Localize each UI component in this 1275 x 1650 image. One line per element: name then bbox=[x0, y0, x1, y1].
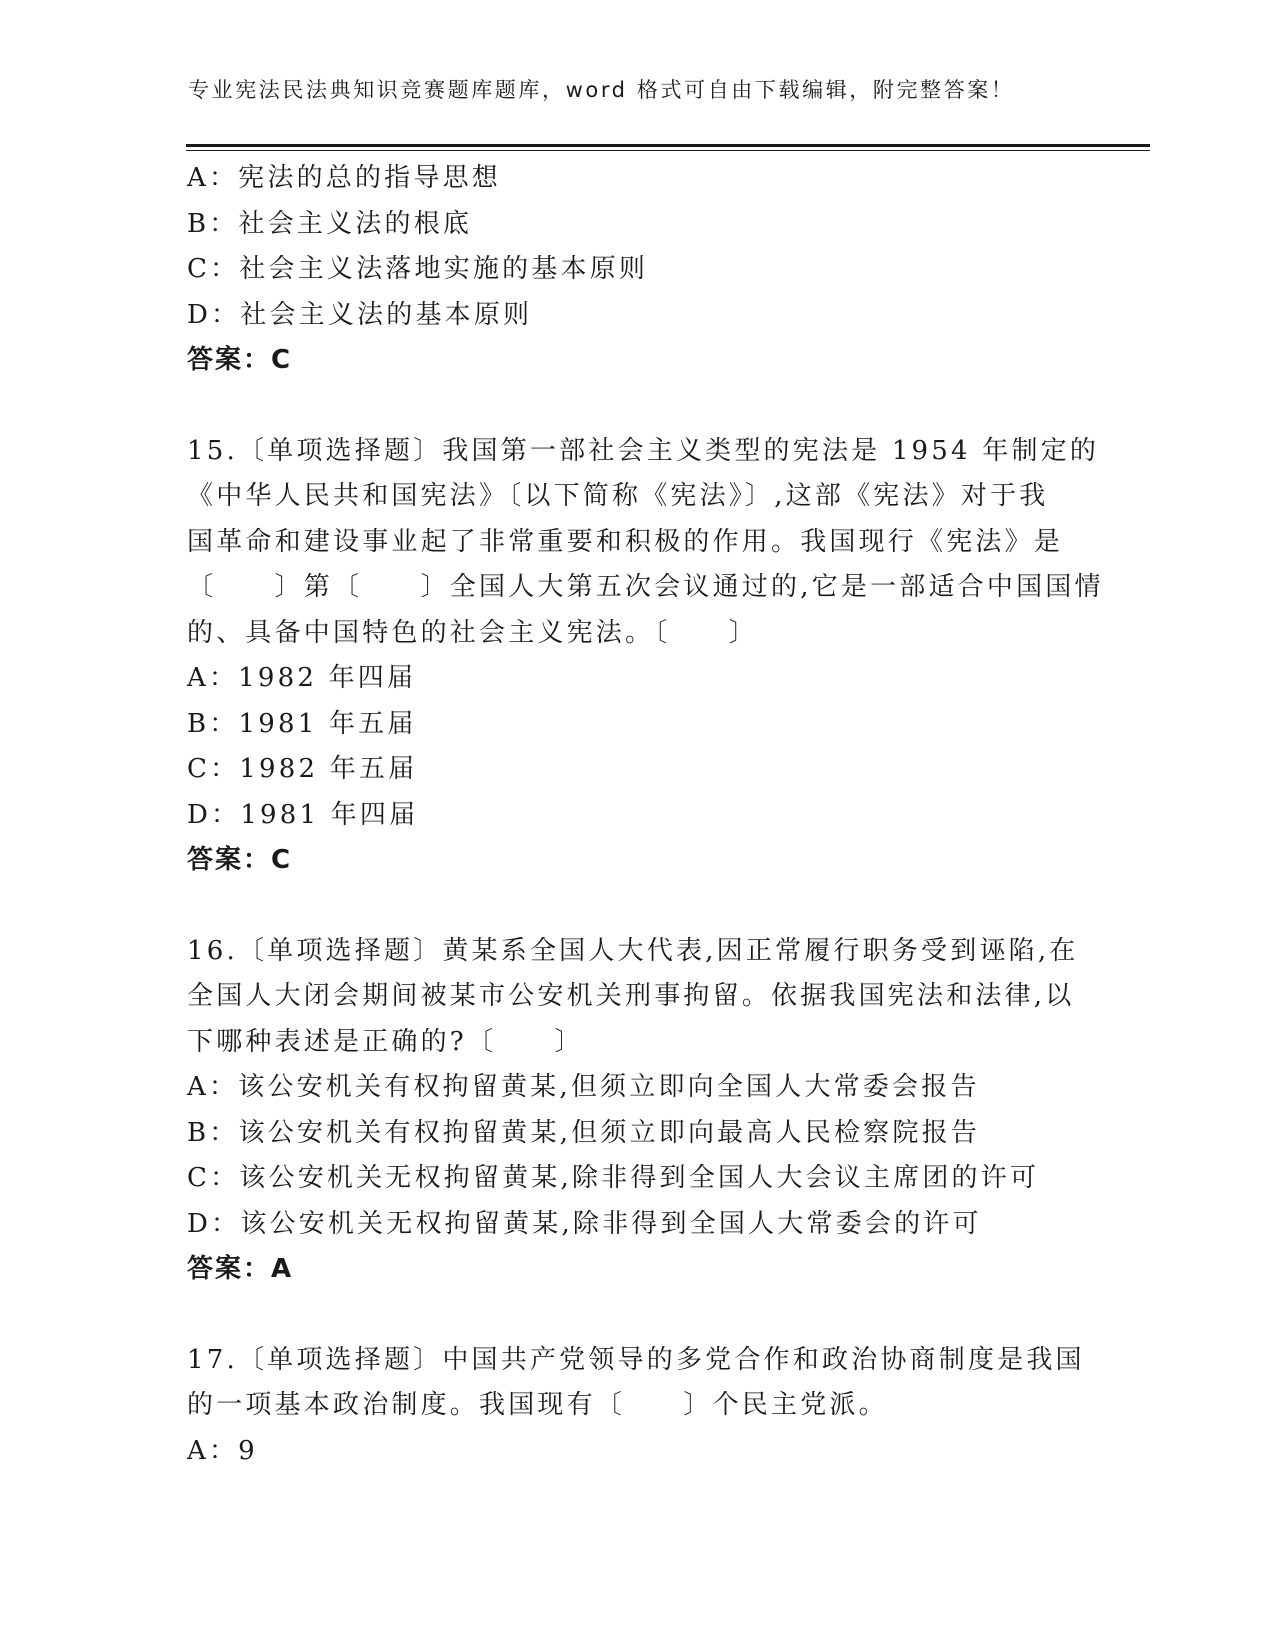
question-stem-line: 下哪种表述是正确的?〔 〕 bbox=[187, 1026, 584, 1057]
question-block bbox=[187, 1338, 1087, 1475]
question-list bbox=[187, 156, 1104, 1474]
option-d: D：该公安机关无权拘留黄某,除非得到全国人大常委会的许可 bbox=[187, 1208, 982, 1239]
question-stem-line: 全国人大闭会期间被某市公安机关刑事拘留。依据我国宪法和法律,以 bbox=[187, 981, 1075, 1011]
question-stem-line: 的、具备中国特色的社会主义宪法。〔 〕 bbox=[187, 617, 759, 648]
question-stem-line: 15.〔单项选择题〕我国第一部社会主义类型的宪法是 1954 年制定的 bbox=[187, 435, 1100, 466]
question-stem-line: 17.〔单项选择题〕中国共产党领导的多党合作和政治协商制度是我国 bbox=[187, 1344, 1085, 1375]
answer-line: 答案：C bbox=[187, 845, 293, 875]
option-d: D：1981 年四届 bbox=[187, 799, 419, 830]
question-stem-line: 国革命和建设事业起了非常重要和积极的作用。我国现行《宪法》是 bbox=[187, 526, 1064, 557]
question-block bbox=[187, 156, 1087, 384]
option-c: C：该公安机关无权拘留黄某,除非得到全国人大会议主席团的许可 bbox=[187, 1163, 1040, 1193]
question-stem-line: 的一项基本政治制度。我国现有〔 〕个民主党派。 bbox=[187, 1390, 888, 1420]
question-stem-line: 16.〔单项选择题〕黄某系全国人大代表,因正常履行职务受到诬陷,在 bbox=[187, 935, 1079, 966]
answer-line: 答案：C bbox=[187, 345, 293, 375]
header-rule-thick bbox=[186, 144, 1150, 147]
option-a: A：宪法的总的指导思想 bbox=[187, 163, 501, 193]
header-rule-thin bbox=[186, 150, 1150, 151]
option-b: B：社会主义法的根底 bbox=[187, 208, 473, 239]
option-a: A：1982 年四届 bbox=[187, 663, 417, 693]
option-c: C：1982 年五届 bbox=[187, 754, 418, 784]
question-block bbox=[187, 929, 1087, 1293]
page-header: 专业宪法民法典知识竞赛题库题库，word 格式可自由下载编辑，附完整答案！ bbox=[188, 78, 1015, 102]
question-block bbox=[187, 429, 1104, 884]
question-stem-line: 《中华人民共和国宪法》〔以下简称《宪法》〕,这部《宪法》对于我 bbox=[187, 481, 1049, 511]
option-a: A：该公安机关有权拘留黄某,但须立即向全国人大常委会报告 bbox=[187, 1072, 980, 1102]
option-a: A：9 bbox=[187, 1435, 258, 1466]
option-b: B：该公安机关有权拘留黄某,但须立即向最高人民检察院报告 bbox=[187, 1117, 980, 1148]
answer-line: 答案：A bbox=[187, 1254, 294, 1284]
option-b: B：1981 年五届 bbox=[187, 708, 417, 739]
option-c: C：社会主义法落地实施的基本原则 bbox=[187, 254, 649, 284]
option-d: D：社会主义法的基本原则 bbox=[187, 299, 533, 330]
question-stem-line: 〔 〕第〔 〕全国人大第五次会议通过的,它是一部适合中国国情 bbox=[187, 572, 1104, 602]
